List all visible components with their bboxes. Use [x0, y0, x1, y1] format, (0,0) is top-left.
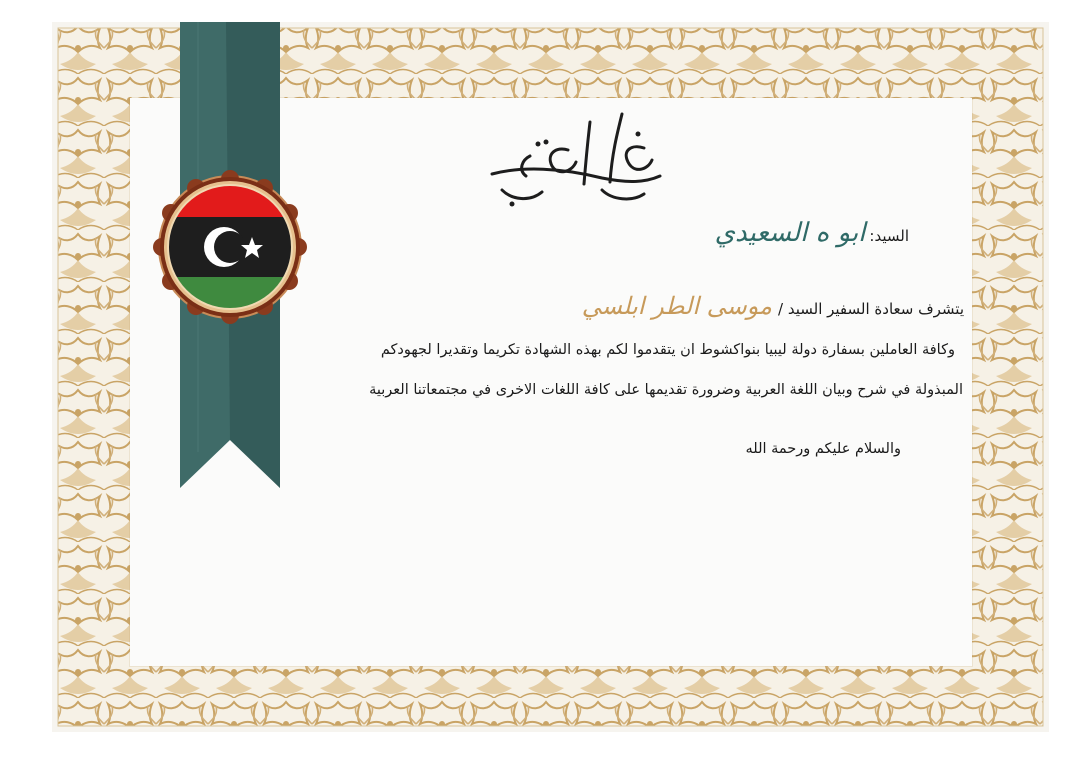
libya-flag-seal-icon	[150, 167, 310, 327]
recipient-label: السيد:	[869, 227, 909, 245]
closing-greeting: والسلام عليكم ورحمة الله	[745, 441, 901, 457]
certificate	[52, 22, 1049, 732]
ambassador-name: موسى الطر ابلسي	[581, 292, 773, 320]
certificate-title-calligraphy	[472, 104, 672, 214]
ambassador-line	[582, 292, 964, 320]
ambassador-intro: يتشرف سعادة السفير السيد /	[778, 300, 964, 318]
body-text-line-1: وكافة العاملين بسفارة دولة ليبيا بنواكشوط ان يتقدموا لكم بهذه الشهادة تكريما وتقديرا لجهودكم	[380, 342, 955, 358]
recipient-line	[715, 218, 909, 248]
body-text-line-2: المبذولة في شرح وبيان اللغة العربية وضرورة تقديمها على كافة اللغات الاخرى في مجتمعاتنا العربية	[369, 382, 963, 398]
recipient-name: ابو ه السعيدي	[714, 218, 866, 248]
